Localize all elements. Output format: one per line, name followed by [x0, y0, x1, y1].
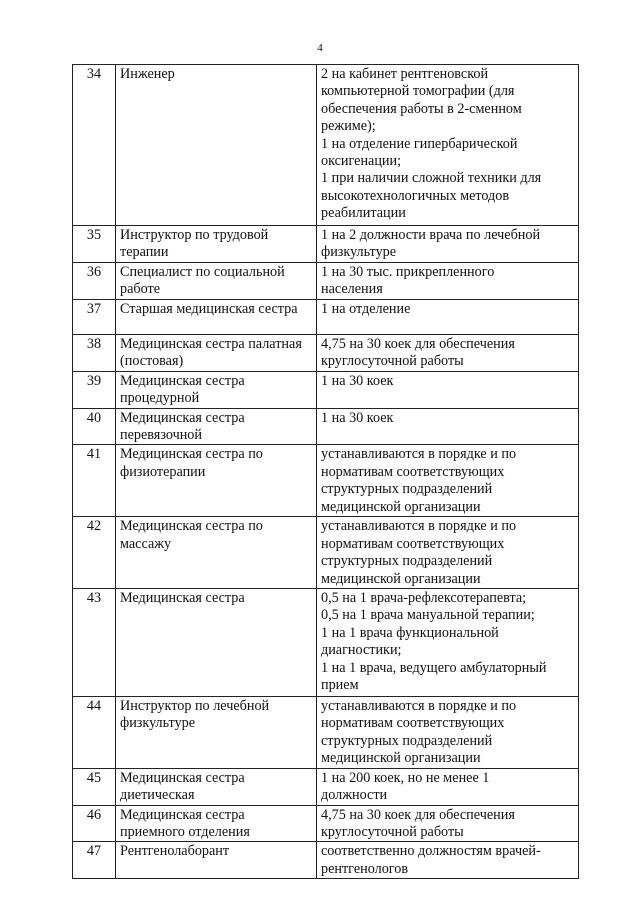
- staffing-norm: 1 на 30 коек: [317, 371, 579, 408]
- table-row: [73, 768, 579, 805]
- row-number: 35: [73, 226, 116, 263]
- table-row: [73, 842, 579, 879]
- staffing-norm: 0,5 на 1 врача-рефлексотерапевта; 0,5 на 1 врача мануальной терапии; 1 на 1 врача функциональной диагностики; 1 на 1 врача, ведущего амбулаторный прием: [317, 589, 579, 697]
- row-number: 47: [73, 842, 116, 879]
- position-title: Медицинская сестра процедурной: [116, 371, 317, 408]
- table-row: [73, 408, 579, 445]
- position-title: Специалист по социальной работе: [116, 263, 317, 300]
- position-title: Инструктор по трудовой терапии: [116, 226, 317, 263]
- row-number: 38: [73, 335, 116, 372]
- staffing-norm: 1 на 200 коек, но не менее 1 должности: [317, 768, 579, 805]
- staffing-norm: 1 на 30 тыс. прикрепленного населения: [317, 263, 579, 300]
- staffing-norm: устанавливаются в порядке и по нормативам соответствующих структурных подразделений медицинской организации: [317, 517, 579, 589]
- table-row: [73, 805, 579, 842]
- staffing-norm: устанавливаются в порядке и по нормативам соответствующих структурных подразделений медицинской организации: [317, 445, 579, 517]
- row-number: 37: [73, 300, 116, 335]
- row-number: 45: [73, 768, 116, 805]
- row-number: 43: [73, 589, 116, 697]
- position-title: Рентгенолаборант: [116, 842, 317, 879]
- staffing-norm: 4,75 на 30 коек для обеспечения круглосуточной работы: [317, 805, 579, 842]
- table-row: [73, 445, 579, 517]
- table-row: [73, 65, 579, 226]
- row-number: 39: [73, 371, 116, 408]
- row-number: 36: [73, 263, 116, 300]
- position-title: Медицинская сестра по физиотерапии: [116, 445, 317, 517]
- position-title: Инструктор по лечебной физкультуре: [116, 697, 317, 769]
- row-number: 40: [73, 408, 116, 445]
- table-row: [73, 589, 579, 697]
- staffing-norm: 4,75 на 30 коек для обеспечения круглосуточной работы: [317, 335, 579, 372]
- staffing-norm: 2 на кабинет рентгеновской компьютерной томографии (для обеспечения работы в 2-сменном режиме); 1 на отделение гипербарической оксигенации; 1 при наличии сложной техники для высокотехнологичных методов реабилитации: [317, 65, 579, 226]
- position-title: Медицинская сестра: [116, 589, 317, 697]
- table-row: [73, 371, 579, 408]
- position-title: Медицинская сестра палатная (постовая): [116, 335, 317, 372]
- position-title: Медицинская сестра приемного отделения: [116, 805, 317, 842]
- position-title: Инженер: [116, 65, 317, 226]
- row-number: 44: [73, 697, 116, 769]
- position-title: Старшая медицинская сестра: [116, 300, 317, 335]
- row-number: 46: [73, 805, 116, 842]
- position-title: Медицинская сестра диетическая: [116, 768, 317, 805]
- position-title: Медицинская сестра перевязочной: [116, 408, 317, 445]
- table-row: [73, 263, 579, 300]
- row-number: 42: [73, 517, 116, 589]
- staffing-norm: соответственно должностям врачей- рентгенологов: [317, 842, 579, 879]
- staffing-norms-table: [72, 64, 579, 879]
- staffing-norm: устанавливаются в порядке и по нормативам соответствующих структурных подразделений медицинской организации: [317, 697, 579, 769]
- row-number: 41: [73, 445, 116, 517]
- row-number: 34: [73, 65, 116, 226]
- table-row: [73, 335, 579, 372]
- table-row: [73, 300, 579, 335]
- page-number: 4: [317, 42, 323, 54]
- table-row: [73, 697, 579, 769]
- table-row: [73, 226, 579, 263]
- position-title: Медицинская сестра по массажу: [116, 517, 317, 589]
- staffing-norm: 1 на 30 коек: [317, 408, 579, 445]
- table-row: [73, 517, 579, 589]
- staffing-norm: 1 на 2 должности врача по лечебной физкультуре: [317, 226, 579, 263]
- staffing-norm: 1 на отделение: [317, 300, 579, 335]
